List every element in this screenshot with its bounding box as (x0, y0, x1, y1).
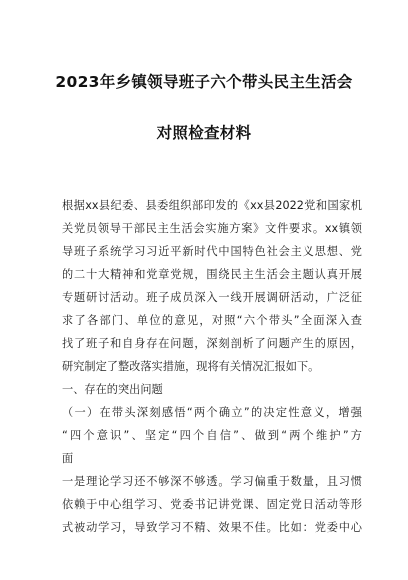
paragraph-1-line-7: 找了班子和自身存在问题，深刻剖析了问题产生的原因， (62, 337, 362, 350)
paragraph-1-line-5: 专题研讨活动。班子成员深入一线开展调研活动，广泛征 (62, 291, 362, 304)
paragraph-1-line-4: 的二十大精神和党章党规，围绕民主生活会主题认真开展 (62, 268, 362, 281)
subsection-1-line-3: 面 (62, 452, 74, 465)
paragraph-1-line-2: 关党员领导干部民主生活会实施方案》文件要求。xx镇领 (62, 222, 362, 235)
document-title-line-1: 2023年乡镇领导班子六个带头民主生活会 (55, 73, 353, 91)
paragraph-1-line-8: 研究制定了整改落实措施，现将有关情况汇报如下。 (62, 360, 320, 373)
section-1-heading: 一、存在的突出问题 (62, 383, 163, 396)
paragraph-2-line-2: 依赖于中心组学习、党委书记讲党课、固定党日活动等形 (62, 498, 362, 511)
paragraph-2-line-1: 一是理论学习还不够深不够透。学习偏重于数量，且习惯 (62, 475, 362, 488)
subsection-1-line-2: “四个意识”、坚定“四个自信”、做到“两个维护”方 (62, 429, 362, 442)
paragraph-1-line-3: 导班子系统学习习近平新时代中国特色社会主义思想、党 (62, 245, 362, 258)
subsection-1-line-1: （一）在带头深刻感悟“两个确立”的决定性意义，增强 (62, 406, 362, 419)
document-title-line-2: 对照检查材料 (156, 124, 252, 142)
paragraph-1-line-1: 根据xx县纪委、县委组织部印发的《xx县2022党和国家机 (62, 199, 362, 212)
paragraph-2-line-3: 式被动学习，导致学习不精、效果不佳。比如：党委中心 (62, 521, 362, 534)
paragraph-1-line-6: 求了各部门、单位的意见，对照“六个带头”全面深入查 (62, 314, 362, 327)
